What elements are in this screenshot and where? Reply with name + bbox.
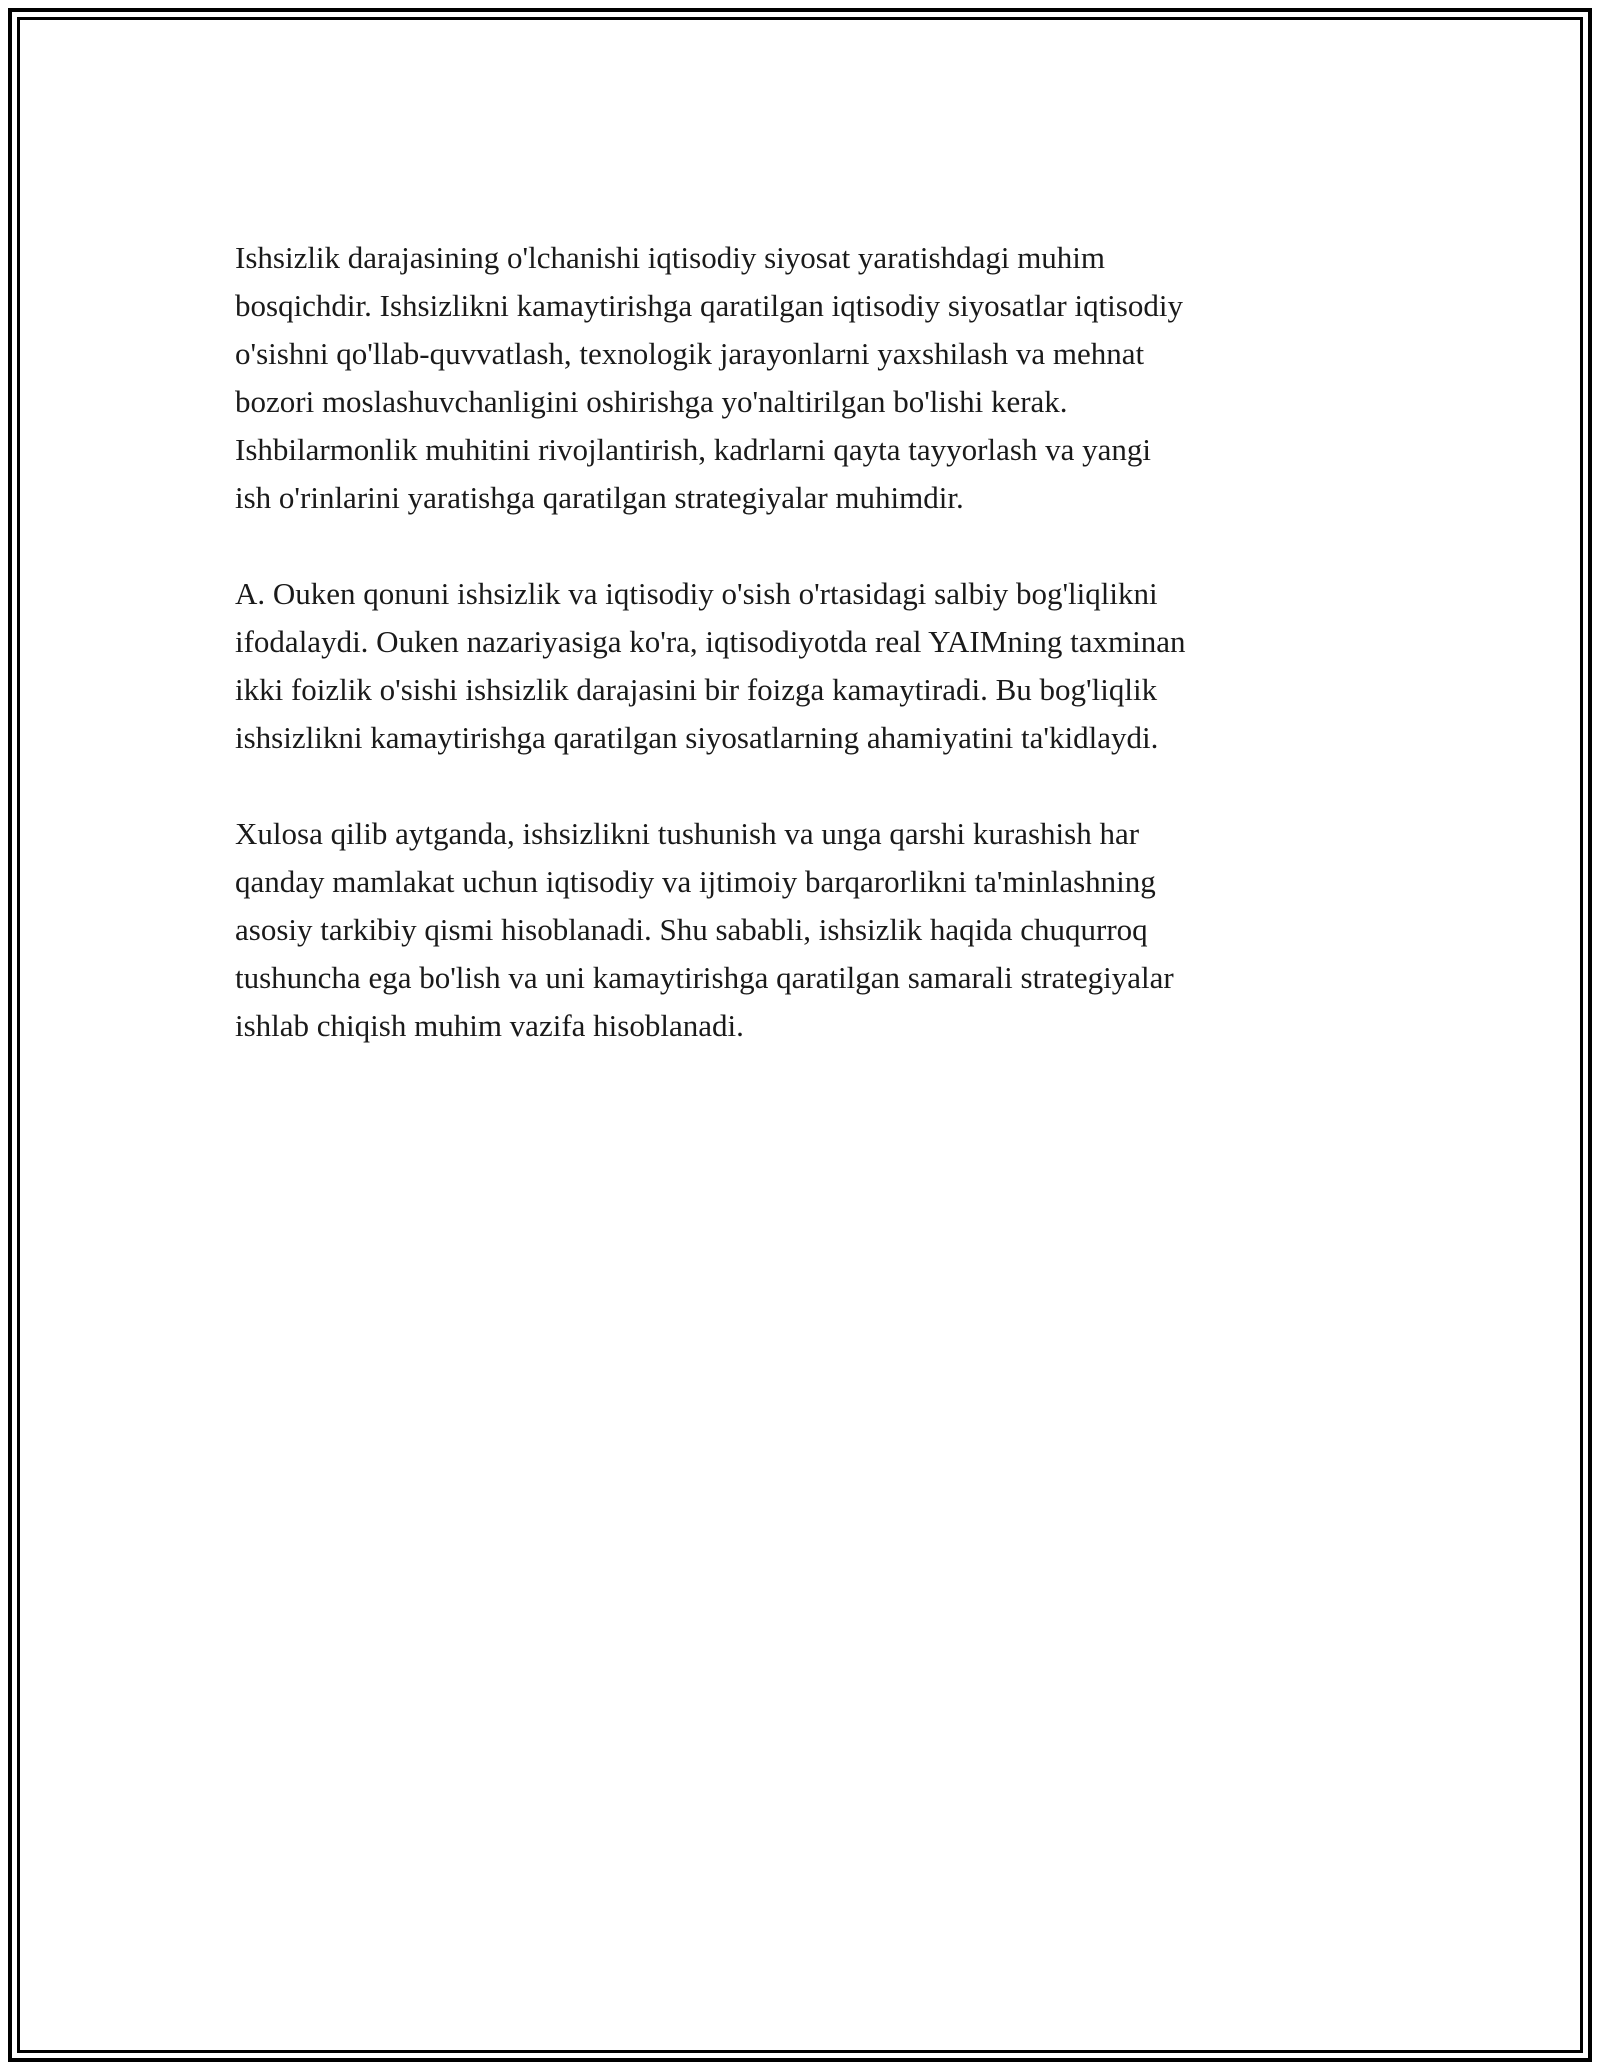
text-line: ishlab chiqish muhim vazifa hisoblanadi.: [235, 1008, 744, 1043]
paragraph-conclusion: [235, 810, 1385, 1050]
text-line: ishsizlikni kamaytirishga qaratilgan siyosatlarning ahamiyatini ta'kidlaydi.: [235, 720, 1159, 755]
text-line: Ishbilarmonlik muhitini rivojlantirish, kadrlarni qayta tayyorlash va yangi: [235, 432, 1152, 467]
text-line: A. Ouken qonuni ishsizlik va iqtisodiy o'sish o'rtasidagi salbiy bog'liqlikni: [235, 576, 1158, 611]
document-body: [235, 234, 1385, 1098]
text-line: asosiy tarkibiy qismi hisoblanadi. Shu sababli, ishsizlik haqida chuqurroq: [235, 912, 1148, 947]
text-line: ish o'rinlarini yaratishga qaratilgan strategiyalar muhimdir.: [235, 480, 964, 515]
paragraph-okun-law: [235, 570, 1385, 762]
text-line: Ishsizlik darajasining o'lchanishi iqtisodiy siyosat yaratishdagi muhim: [235, 240, 1106, 275]
text-line: tushuncha ega bo'lish va uni kamaytirishga qaratilgan samarali strategiyalar: [235, 960, 1174, 995]
text-line: Xulosa qilib aytganda, ishsizlikni tushunish va unga qarshi kurashish har: [235, 816, 1140, 851]
text-line: o'sishni qo'llab-quvvatlash, texnologik jarayonlarni yaxshilash va mehnat: [235, 336, 1145, 371]
text-line: bozori moslashuvchanligini oshirishga yo'naltirilgan bo'lishi kerak.: [235, 384, 1068, 419]
text-line: qanday mamlakat uchun iqtisodiy va ijtimoiy barqarorlikni ta'minlashning: [235, 864, 1156, 899]
text-line: bosqichdir. Ishsizlikni kamaytirishga qaratilgan iqtisodiy siyosatlar iqtisodiy: [235, 288, 1183, 323]
paragraph-unemployment-policy: [235, 234, 1385, 522]
text-line: ifodalaydi. Ouken nazariyasiga ko'ra, iqtisodiyotda real YAIMning taxminan: [235, 624, 1186, 659]
text-line: ikki foizlik o'sishi ishsizlik darajasini bir foizga kamaytiradi. Bu bog'liqlik: [235, 672, 1158, 707]
